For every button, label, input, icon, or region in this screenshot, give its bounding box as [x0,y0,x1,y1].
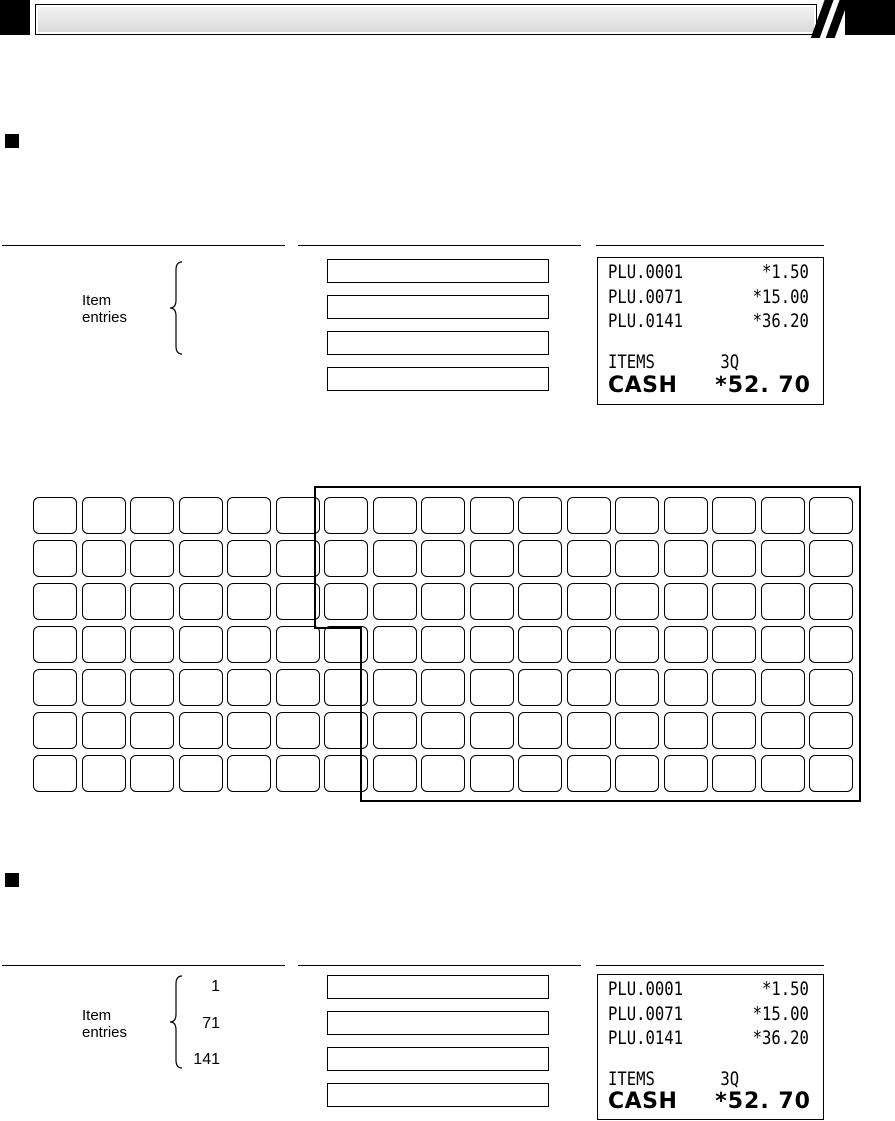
receipt-cash-value: *52. 70 [715,1089,811,1114]
section-2-marker [5,873,19,887]
receipt-label: PLU.0071 [608,1003,684,1025]
receipt-label: PLU.0071 [608,286,684,308]
receipt-items-line [608,1068,739,1090]
column-rule-print [596,965,824,966]
receipt-items-label: ITEMS [608,351,655,373]
receipt-value: *36.20 [752,310,809,332]
receipt-line [608,978,809,1000]
receipt-value: *15.00 [752,1003,809,1025]
receipt-items-label: ITEMS [608,1068,655,1090]
receipt-cash-value: *52. 70 [715,373,811,398]
plu-number: 71 [202,1015,220,1032]
column-rule-display [298,965,581,966]
receipt-value: *15.00 [752,286,809,308]
receipt-line [608,1003,809,1025]
receipt-label: PLU.0001 [608,978,684,1000]
display-box [327,1047,549,1071]
receipt-value: *1.50 [761,261,809,283]
receipt-label: PLU.0141 [608,1027,684,1049]
display-box [327,975,549,999]
item-label-line1: Item [82,292,112,309]
receipt-cash-label: CASH [608,1089,678,1114]
receipt-line [608,1027,809,1049]
receipt-value: *1.50 [761,978,809,1000]
plu-number: 141 [193,1051,220,1068]
receipt-items-value: 3Q [720,351,740,373]
display-box [327,1011,549,1035]
receipt-items-value: 3Q [720,1068,740,1090]
receipt-cash-label: CASH [608,373,678,398]
item-label-line1: Item [82,1007,112,1024]
receipt [597,974,824,1120]
receipt-label: PLU.0001 [608,261,684,283]
plu-number: 1 [211,978,220,995]
display-box [327,1083,549,1107]
item-label-line2: entries [82,309,128,326]
column-rule-key-operation [2,965,285,966]
receipt-value: *36.20 [752,1027,809,1049]
item-entries-label [82,1007,127,1041]
item-label-line2: entries [82,1024,128,1041]
receipt-label: PLU.0141 [608,310,684,332]
